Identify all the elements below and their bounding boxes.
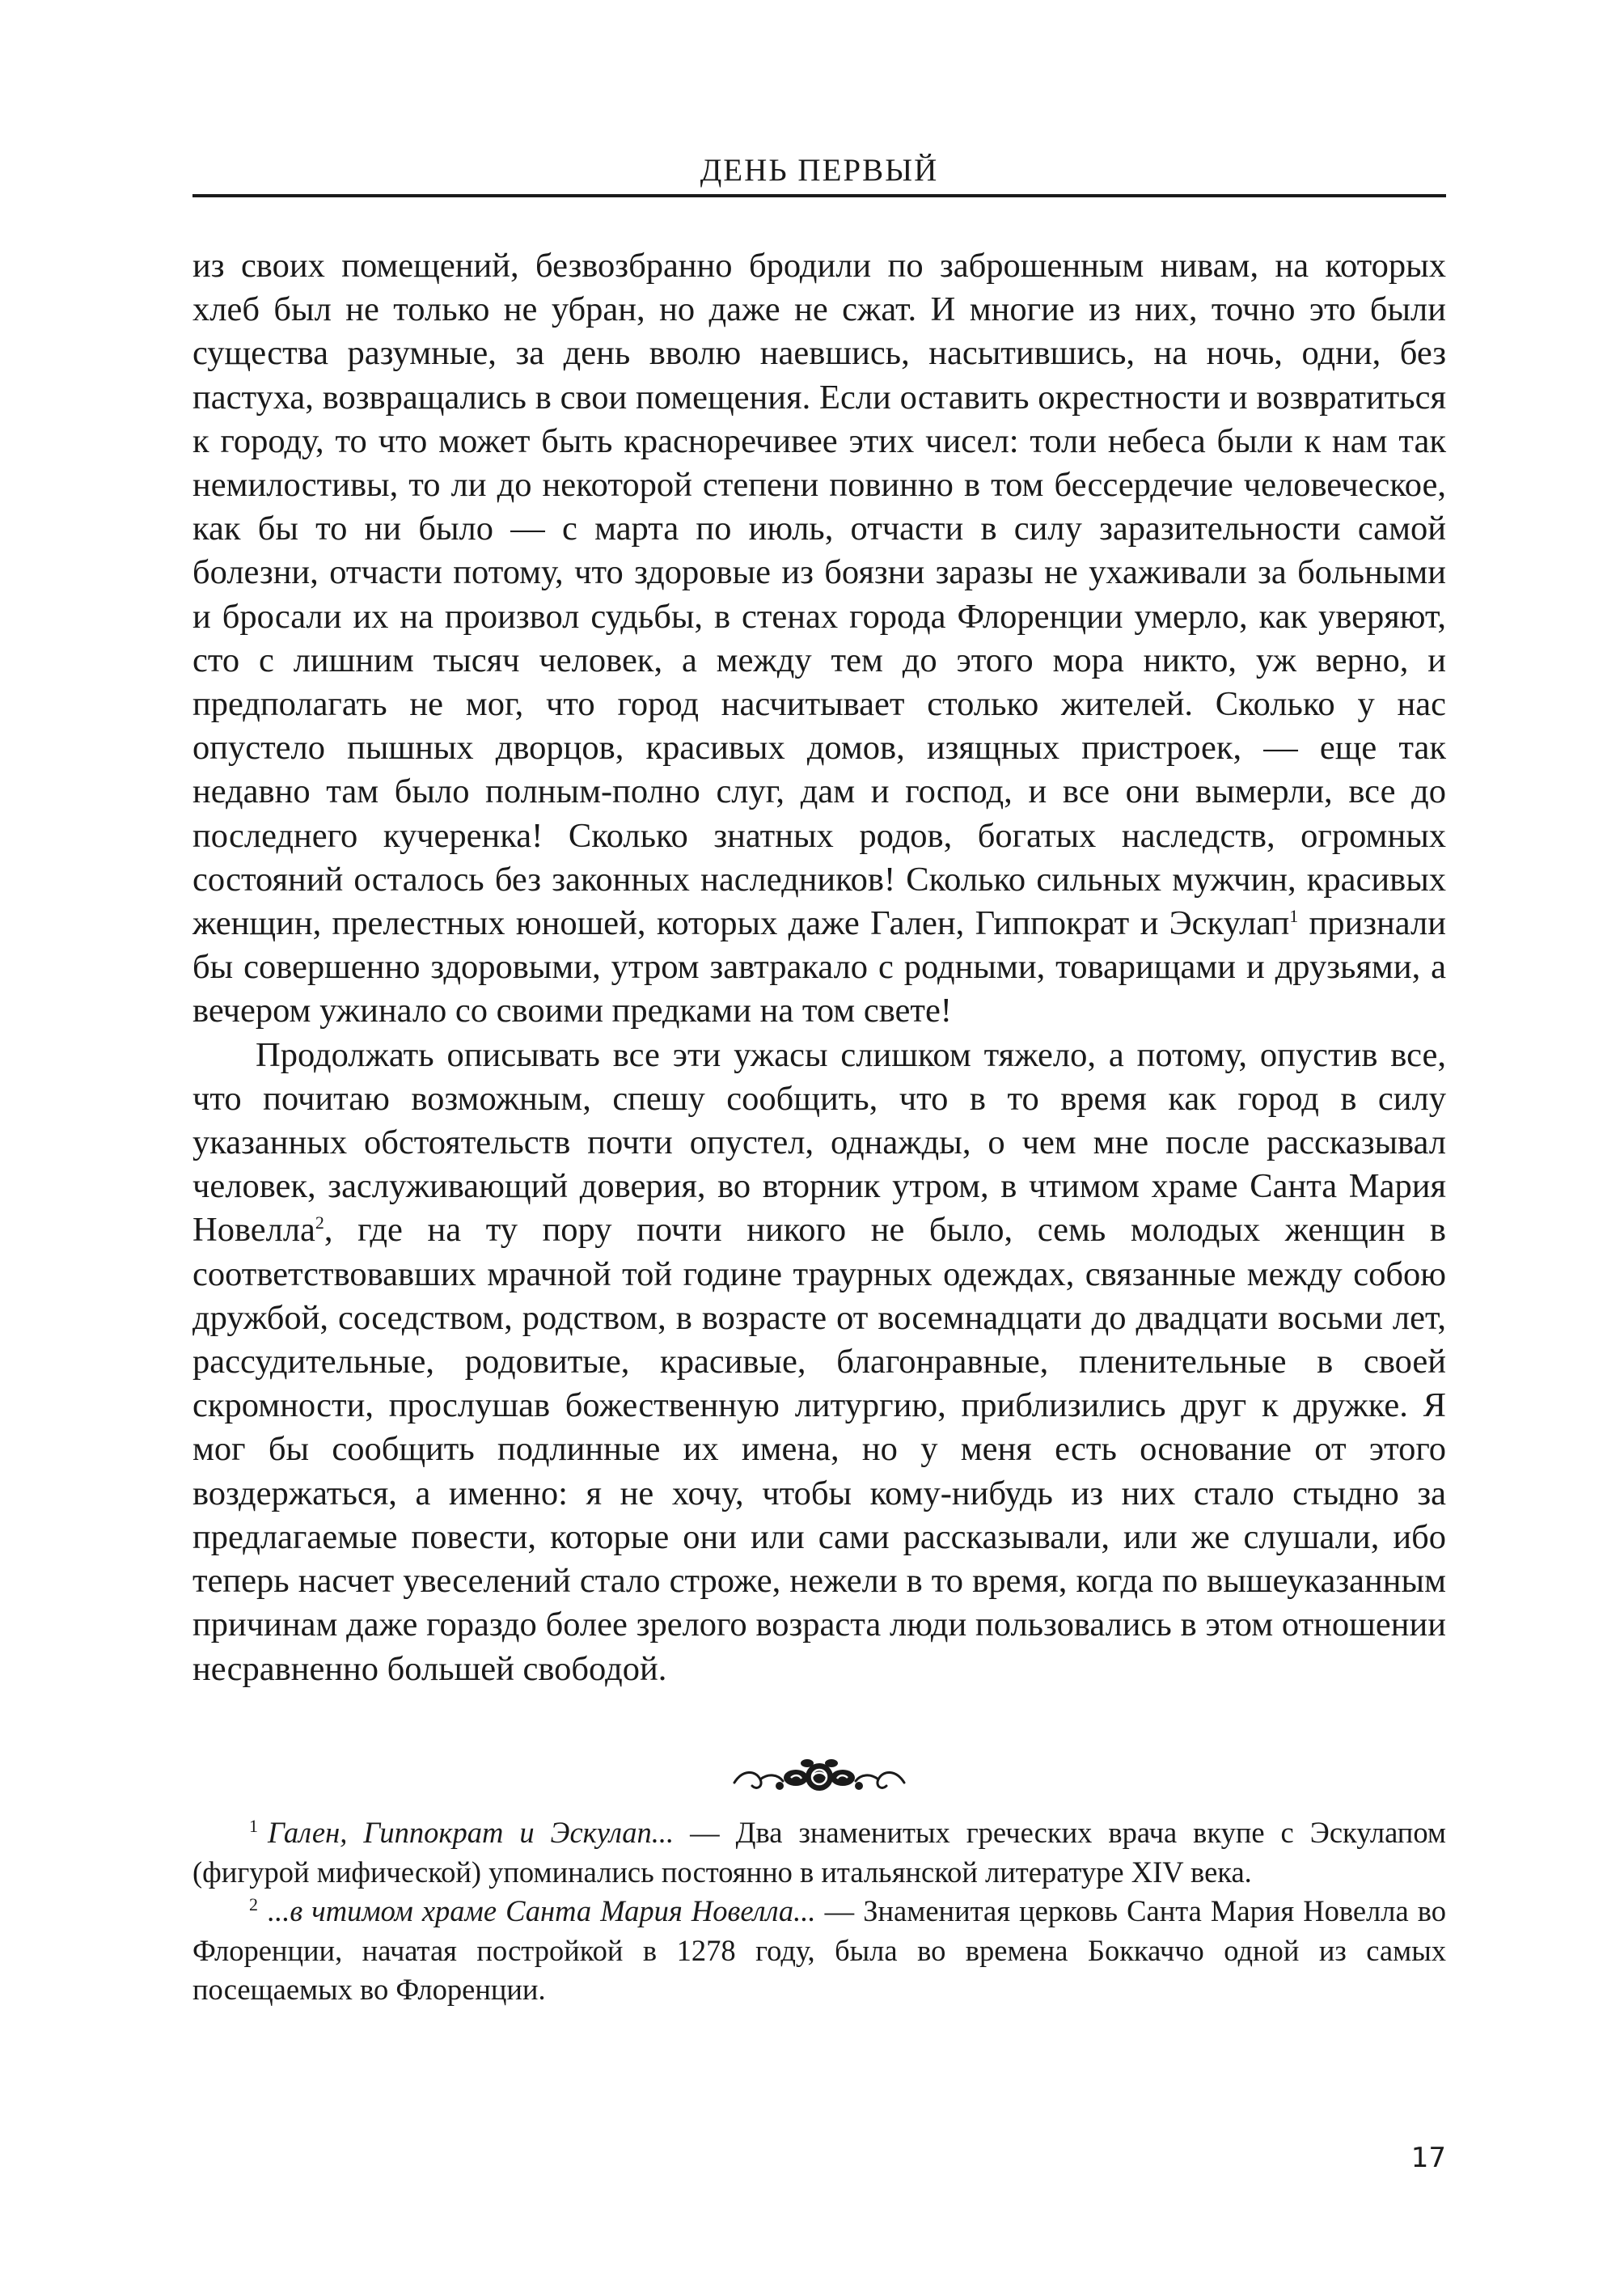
footnote-lemma: ...в чтимом храме Санта Мария Новелла... (268, 1894, 816, 1927)
floral-ornament-icon (726, 1755, 912, 1799)
footnote-1 (192, 1813, 1446, 1892)
paragraph (192, 244, 1446, 1034)
paragraph-text: признали бы совершенно здоровыми, утром завтракало с родными, товарищами и друзьями, а вечером ужинало со своими предками на том свете! (192, 904, 1446, 1030)
footnote-lemma: Гален, Гиппократ и Эскулап... (268, 1816, 675, 1849)
page-number: 17 (1410, 2142, 1446, 2174)
paragraph-text: из своих помещений, безвозбранно бродили по заброшенным нивам, на которых хлеб был не только не убран, но даже не сжат. И многие из них, точно это были существа разумные, за день вволю наевшись, насытившись, на ночь, одни, без пастуха, возвращались в свои помещения. Если оставить окрестности и возвратиться к городу, то что может быть красноречивее этих чисел: толи небеса были к нам так немилостивы, то ли до некоторой степени повинно в том бессердечие человеческое, как бы то ни было — с марта по июль, отчасти в силу заразительности самой болезни, отчасти потому, что здоровые из боязни заразы не ухаживали за больными и бросали их на произвол судьбы, в стенах города Флоренции умерло, как уверяют, сто с лишним тысяч человек, а между тем до этого мора никто, уж верно, и предполагать не мог, что город насчитывает столько жителей. Сколько у нас опустело пышных дворцов, красивых домов, изящных пристроек, — еще так недавно там было полным-полно слуг, дам и господ, и все они вымерли, все до последнего кучеренка! Сколько знатных родов, богатых наследств, огромных состояний осталось без законных наследников! Сколько сильных мужчин, красивых женщин, прелестных юношей, которых даже Гален, Гиппократ и Эскулап (192, 247, 1446, 943)
paragraph (192, 1034, 1446, 1691)
header-rule (192, 194, 1446, 197)
footnote-number: 1 (249, 1815, 258, 1836)
footnote-ref-1: 1 (1289, 905, 1299, 926)
footnote-2 (192, 1892, 1446, 2010)
running-header: ДЕНЬ ПЕРВЫЙ (700, 153, 939, 188)
footnotes (192, 1813, 1446, 2010)
paragraph-text: Продолжать описывать все эти ужасы слишком тяжело, а потому, опустив все, что почитаю возможным, спешу сообщить, что в то время как город в силу указанных обстоятельств почти опустел, однажды, о чем мне после рассказывал человек, заслуживающий доверия, во вторник утром, в чтимом храме Санта Мария Новелла (192, 1035, 1446, 1250)
footnote-text: — Знаменитая церковь Санта Мария Новелла во Флоренции, начатая постройкой в 1278 году, была во времена Боккаччо одной из самых посещаемых во Флоренции. (192, 1894, 1447, 2006)
footnote-ref-2: 2 (315, 1212, 324, 1233)
footnote-text: — Два знаменитых греческих врача вкупе с Эскулапом (фигурой мифической) упоминались постоянно в итальянской литературе XIV века. (192, 1816, 1446, 1889)
footnote-number: 2 (249, 1893, 258, 1914)
main-text (192, 244, 1446, 1691)
paragraph-text: , где на ту пору почти никого не было, семь молодых женщин в соответствовавших мрачной той године траурных одеждах, связанные между собою дружбой, соседством, родством, в возрасте от восемнадцати до двадцати восьми лет, рассудительные, родовитые, красивые, благонравные, пленительные в своей скромности, прослушав божественную литургию, приблизились друг к дружке. Я мог бы сообщить подлинные их имена, но у меня есть основание от этого воздержаться, а именно: я не хочу, чтобы кому-нибудь из них стало стыдно за предлагаемые повести, которые они или сами рассказывали, или же слушали, ибо теперь насчет увеселений стало строже, нежели в то время, когда по вышеуказанным причинам даже гораздо более зрелого возраста люди пользовались в этом отношении несравненно большей свободой. (192, 1211, 1446, 1688)
